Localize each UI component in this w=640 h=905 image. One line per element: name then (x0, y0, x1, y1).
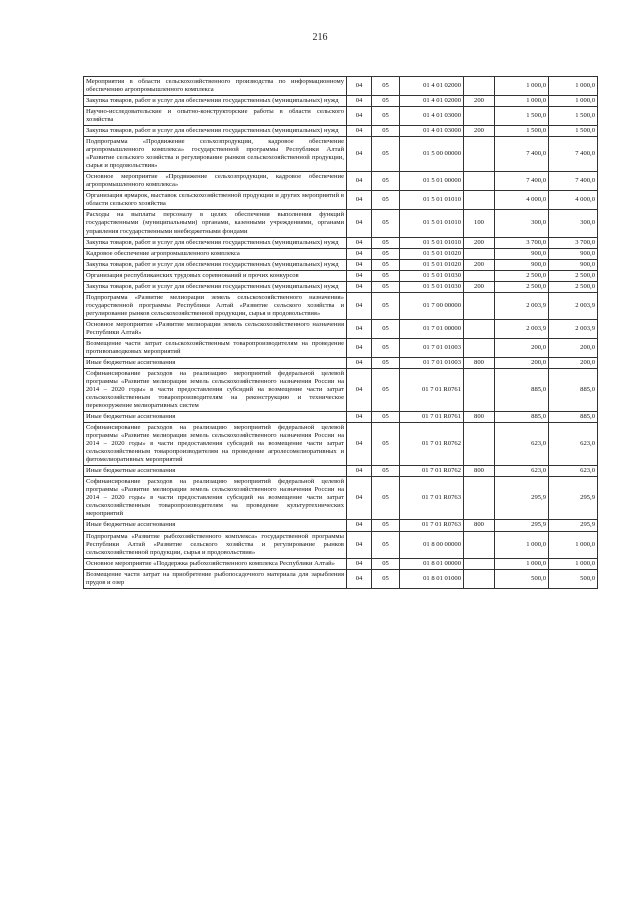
row-subsection: 05 (372, 137, 400, 172)
row-target-article: 01 7 01 R0762 (400, 423, 464, 466)
row-amount-year1: 2 500,0 (495, 270, 549, 281)
row-amount-year2: 623,0 (549, 466, 598, 477)
row-amount-year1: 900,0 (495, 259, 549, 270)
row-amount-year2: 900,0 (549, 248, 598, 259)
row-subsection: 05 (372, 357, 400, 368)
row-subsection: 05 (372, 248, 400, 259)
row-expense-type: 800 (464, 520, 495, 531)
table-row (84, 412, 598, 423)
row-code: 04 (347, 107, 372, 126)
row-name: Возмещение части затрат сельскохозяйственным товаропроизводителям на проведение противопаводковых мероприятий (84, 338, 347, 357)
table-row (84, 107, 598, 126)
row-name: Возмещение части затрат на приобретение рыбопосадочного материала для зарыбления прудов и озер (84, 569, 347, 588)
row-name: Кадровое обеспечение агропромышленного комплекса (84, 248, 347, 259)
row-amount-year1: 623,0 (495, 423, 549, 466)
row-target-article: 01 5 01 01010 (400, 191, 464, 210)
row-expense-type: 800 (464, 357, 495, 368)
row-code: 04 (347, 423, 372, 466)
table-body (84, 77, 598, 589)
row-amount-year1: 900,0 (495, 248, 549, 259)
row-expense-type (464, 368, 495, 411)
row-code: 04 (347, 210, 372, 237)
table-row (84, 137, 598, 172)
row-amount-year1: 1 000,0 (495, 77, 549, 96)
row-target-article: 01 7 01 00000 (400, 319, 464, 338)
row-target-article: 01 7 01 R0763 (400, 477, 464, 520)
row-target-article: 01 5 01 01020 (400, 248, 464, 259)
row-target-article: 01 5 00 00000 (400, 137, 464, 172)
row-amount-year2: 4 000,0 (549, 191, 598, 210)
row-expense-type (464, 270, 495, 281)
row-code: 04 (347, 292, 372, 319)
row-name: Закупка товаров, работ и услуг для обеспечения государственных (муниципальных) нужд (84, 259, 347, 270)
row-amount-year2: 1 000,0 (549, 558, 598, 569)
row-amount-year1: 7 400,0 (495, 172, 549, 191)
row-amount-year2: 200,0 (549, 357, 598, 368)
row-target-article: 01 4 01 02000 (400, 77, 464, 96)
row-code: 04 (347, 96, 372, 107)
row-expense-type (464, 107, 495, 126)
row-expense-type: 800 (464, 466, 495, 477)
row-target-article: 01 5 01 01020 (400, 259, 464, 270)
row-amount-year2: 900,0 (549, 259, 598, 270)
row-subsection: 05 (372, 172, 400, 191)
row-code: 04 (347, 477, 372, 520)
row-target-article: 01 7 01 01003 (400, 357, 464, 368)
row-target-article: 01 7 01 R0762 (400, 466, 464, 477)
row-target-article: 01 4 01 02000 (400, 96, 464, 107)
row-target-article: 01 4 01 03000 (400, 126, 464, 137)
row-expense-type (464, 558, 495, 569)
row-name: Подпрограмма «Продвижение сельхозпродукции, кадровое обеспечение агропромышленного комплекса» государственной программы Республики Алтай «Развитие сельского хозяйства и регулирование рынков сельскохозяйственной продукции, сырья и продовольствия» (84, 137, 347, 172)
table-row (84, 357, 598, 368)
row-name: Основное мероприятие «Развитие мелиорации земель сельскохозяйственного назначения Республики Алтай» (84, 319, 347, 338)
row-amount-year2: 2 500,0 (549, 270, 598, 281)
row-name: Иные бюджетные ассигнования (84, 412, 347, 423)
row-code: 04 (347, 126, 372, 137)
row-name: Подпрограмма «Развитие мелиорации земель сельскохозяйственного назначения» государственной программы Республики Алтай «Развитие сельского хозяйства и регулирование рынков сельскохозяйственной продукции, сырья и продовольствия» (84, 292, 347, 319)
row-target-article: 01 7 01 01003 (400, 338, 464, 357)
row-expense-type (464, 77, 495, 96)
row-name: Организация республиканских трудовых соревнований и прочих конкурсов (84, 270, 347, 281)
row-name: Основное мероприятие «Поддержка рыбохозяйственного комплекса Республики Алтай» (84, 558, 347, 569)
table-row (84, 569, 598, 588)
table-row (84, 96, 598, 107)
table-row (84, 423, 598, 466)
row-code: 04 (347, 172, 372, 191)
budget-table (83, 76, 598, 589)
row-name: Закупка товаров, работ и услуг для обеспечения государственных (муниципальных) нужд (84, 281, 347, 292)
row-amount-year2: 1 000,0 (549, 77, 598, 96)
row-subsection: 05 (372, 520, 400, 531)
table-row (84, 281, 598, 292)
row-expense-type (464, 477, 495, 520)
row-expense-type (464, 319, 495, 338)
row-code: 04 (347, 191, 372, 210)
row-amount-year2: 300,0 (549, 210, 598, 237)
table-row (84, 77, 598, 96)
row-code: 04 (347, 531, 372, 558)
row-expense-type (464, 292, 495, 319)
row-amount-year1: 885,0 (495, 412, 549, 423)
row-expense-type (464, 423, 495, 466)
row-amount-year1: 1 500,0 (495, 107, 549, 126)
table-row (84, 466, 598, 477)
row-amount-year2: 2 003,9 (549, 319, 598, 338)
row-amount-year1: 2 500,0 (495, 281, 549, 292)
row-code: 04 (347, 77, 372, 96)
row-target-article: 01 5 01 01010 (400, 210, 464, 237)
row-amount-year2: 2 003,9 (549, 292, 598, 319)
row-amount-year2: 7 400,0 (549, 172, 598, 191)
row-amount-year1: 4 000,0 (495, 191, 549, 210)
row-subsection: 05 (372, 477, 400, 520)
row-name: Иные бюджетные ассигнования (84, 357, 347, 368)
row-name: Закупка товаров, работ и услуг для обеспечения государственных (муниципальных) нужд (84, 237, 347, 248)
row-code: 04 (347, 466, 372, 477)
row-amount-year1: 500,0 (495, 569, 549, 588)
row-subsection: 05 (372, 281, 400, 292)
table-row (84, 248, 598, 259)
row-target-article: 01 7 01 R0763 (400, 520, 464, 531)
row-target-article: 01 7 01 R0761 (400, 368, 464, 411)
row-name: Основное мероприятие «Продвижение сельхозпродукции, кадровое обеспечение агропромышленного комплекса» (84, 172, 347, 191)
row-expense-type (464, 172, 495, 191)
row-expense-type (464, 191, 495, 210)
row-code: 04 (347, 237, 372, 248)
row-name: Закупка товаров, работ и услуг для обеспечения государственных (муниципальных) нужд (84, 126, 347, 137)
row-subsection: 05 (372, 466, 400, 477)
row-amount-year1: 885,0 (495, 368, 549, 411)
row-name: Расходы на выплаты персоналу в целях обеспечения выполнения функций государственными (муниципальными) органами, казенными учреждениями, органами управления государственными внебюджетными фондами (84, 210, 347, 237)
row-amount-year1: 2 003,9 (495, 292, 549, 319)
row-subsection: 05 (372, 270, 400, 281)
row-amount-year2: 1 500,0 (549, 107, 598, 126)
table-row (84, 558, 598, 569)
row-expense-type: 200 (464, 96, 495, 107)
row-subsection: 05 (372, 191, 400, 210)
row-code: 04 (347, 569, 372, 588)
row-amount-year1: 1 000,0 (495, 531, 549, 558)
row-subsection: 05 (372, 531, 400, 558)
table-row (84, 126, 598, 137)
table-row (84, 368, 598, 411)
row-expense-type: 200 (464, 126, 495, 137)
row-target-article: 01 8 01 01000 (400, 569, 464, 588)
row-subsection: 05 (372, 259, 400, 270)
row-code: 04 (347, 558, 372, 569)
row-subsection: 05 (372, 338, 400, 357)
table-row (84, 531, 598, 558)
row-subsection: 05 (372, 368, 400, 411)
row-amount-year2: 885,0 (549, 368, 598, 411)
row-subsection: 05 (372, 126, 400, 137)
row-name: Закупка товаров, работ и услуг для обеспечения государственных (муниципальных) нужд (84, 96, 347, 107)
row-subsection: 05 (372, 237, 400, 248)
row-name: Иные бюджетные ассигнования (84, 520, 347, 531)
row-amount-year1: 300,0 (495, 210, 549, 237)
row-code: 04 (347, 520, 372, 531)
row-code: 04 (347, 319, 372, 338)
row-target-article: 01 5 01 00000 (400, 172, 464, 191)
row-amount-year2: 200,0 (549, 338, 598, 357)
row-subsection: 05 (372, 107, 400, 126)
row-expense-type: 200 (464, 259, 495, 270)
row-target-article: 01 8 01 00000 (400, 558, 464, 569)
table-row (84, 210, 598, 237)
row-subsection: 05 (372, 423, 400, 466)
row-amount-year2: 3 700,0 (549, 237, 598, 248)
row-name: Софинансирование расходов на реализацию мероприятий федеральной целевой программы «Развитие мелиорации земель сельскохозяйственного назначения России на 2014 – 2020 годы» в части предоставления субсидий на возмещение части затрат сельскохозяйственным товаропроизводителям на проведение агролесомелиоративных и фитомелиоративных мероприятий (84, 423, 347, 466)
row-name: Софинансирование расходов на реализацию мероприятий федеральной целевой программы «Развитие мелиорации земель сельскохозяйственного назначения России на 2014 – 2020 годы» в части предоставления субсидий на возмещение части затрат сельскохозяйственным товаропроизводителям на проведение культуртехнических мероприятий (84, 477, 347, 520)
row-code: 04 (347, 281, 372, 292)
row-amount-year1: 2 003,9 (495, 319, 549, 338)
row-subsection: 05 (372, 96, 400, 107)
row-expense-type (464, 338, 495, 357)
row-amount-year1: 3 700,0 (495, 237, 549, 248)
row-amount-year2: 1 000,0 (549, 96, 598, 107)
row-amount-year2: 2 500,0 (549, 281, 598, 292)
row-target-article: 01 7 00 00000 (400, 292, 464, 319)
row-subsection: 05 (372, 569, 400, 588)
row-expense-type: 100 (464, 210, 495, 237)
row-code: 04 (347, 412, 372, 423)
row-subsection: 05 (372, 210, 400, 237)
row-subsection: 05 (372, 77, 400, 96)
row-amount-year2: 885,0 (549, 412, 598, 423)
table-row (84, 319, 598, 338)
row-expense-type (464, 531, 495, 558)
row-amount-year2: 500,0 (549, 569, 598, 588)
table-row (84, 172, 598, 191)
row-amount-year1: 623,0 (495, 466, 549, 477)
row-code: 04 (347, 137, 372, 172)
table-row (84, 259, 598, 270)
row-amount-year2: 295,9 (549, 477, 598, 520)
row-amount-year1: 1 000,0 (495, 96, 549, 107)
row-code: 04 (347, 338, 372, 357)
row-target-article: 01 5 01 01010 (400, 237, 464, 248)
row-expense-type: 800 (464, 412, 495, 423)
table-row (84, 292, 598, 319)
row-amount-year1: 295,9 (495, 477, 549, 520)
row-name: Подпрограмма «Развитие рыбохозяйственного комплекса» государственной программы Республики Алтай «Развитие сельского хозяйства и регулирование рынков сельскохозяйственной продукции, сырья и продовольствия» (84, 531, 347, 558)
table-row (84, 270, 598, 281)
row-subsection: 05 (372, 558, 400, 569)
row-name: Мероприятия в области сельскохозяйственного производства по информационному обеспечению агропромышленного комплекса (84, 77, 347, 96)
row-amount-year1: 7 400,0 (495, 137, 549, 172)
row-amount-year1: 1 500,0 (495, 126, 549, 137)
row-code: 04 (347, 368, 372, 411)
row-name: Научно-исследовательские и опытно-конструкторские работы в области сельского хозяйства (84, 107, 347, 126)
row-expense-type (464, 137, 495, 172)
row-target-article: 01 5 01 01030 (400, 270, 464, 281)
row-expense-type: 200 (464, 281, 495, 292)
row-name: Иные бюджетные ассигнования (84, 466, 347, 477)
table-row (84, 237, 598, 248)
row-expense-type: 200 (464, 237, 495, 248)
row-amount-year1: 295,9 (495, 520, 549, 531)
row-amount-year1: 200,0 (495, 338, 549, 357)
row-subsection: 05 (372, 319, 400, 338)
row-name: Организация ярмарок, выставок сельскохозяйственной продукции и других мероприятий в области сельского хозяйства (84, 191, 347, 210)
row-expense-type (464, 248, 495, 259)
row-code: 04 (347, 248, 372, 259)
table-row (84, 338, 598, 357)
row-amount-year2: 1 500,0 (549, 126, 598, 137)
row-amount-year1: 1 000,0 (495, 558, 549, 569)
row-target-article: 01 5 01 01030 (400, 281, 464, 292)
row-amount-year2: 1 000,0 (549, 531, 598, 558)
row-amount-year2: 7 400,0 (549, 137, 598, 172)
row-name: Софинансирование расходов на реализацию мероприятий федеральной целевой программы «Развитие мелиорации земель сельскохозяйственного назначения России на 2014 – 2020 годы» в части предоставления субсидий на возмещение части затрат сельскохозяйственным товаропроизводителям на реконструкцию и техническое перевооружение мелиоративных систем (84, 368, 347, 411)
row-amount-year1: 200,0 (495, 357, 549, 368)
row-target-article: 01 8 00 00000 (400, 531, 464, 558)
row-code: 04 (347, 259, 372, 270)
row-target-article: 01 7 01 R0761 (400, 412, 464, 423)
row-expense-type (464, 569, 495, 588)
table-row (84, 477, 598, 520)
row-subsection: 05 (372, 412, 400, 423)
row-code: 04 (347, 357, 372, 368)
row-subsection: 05 (372, 292, 400, 319)
page-number: 216 (312, 32, 328, 43)
table-row (84, 191, 598, 210)
row-amount-year2: 295,9 (549, 520, 598, 531)
row-target-article: 01 4 01 03000 (400, 107, 464, 126)
row-amount-year2: 623,0 (549, 423, 598, 466)
row-code: 04 (347, 270, 372, 281)
table-row (84, 520, 598, 531)
